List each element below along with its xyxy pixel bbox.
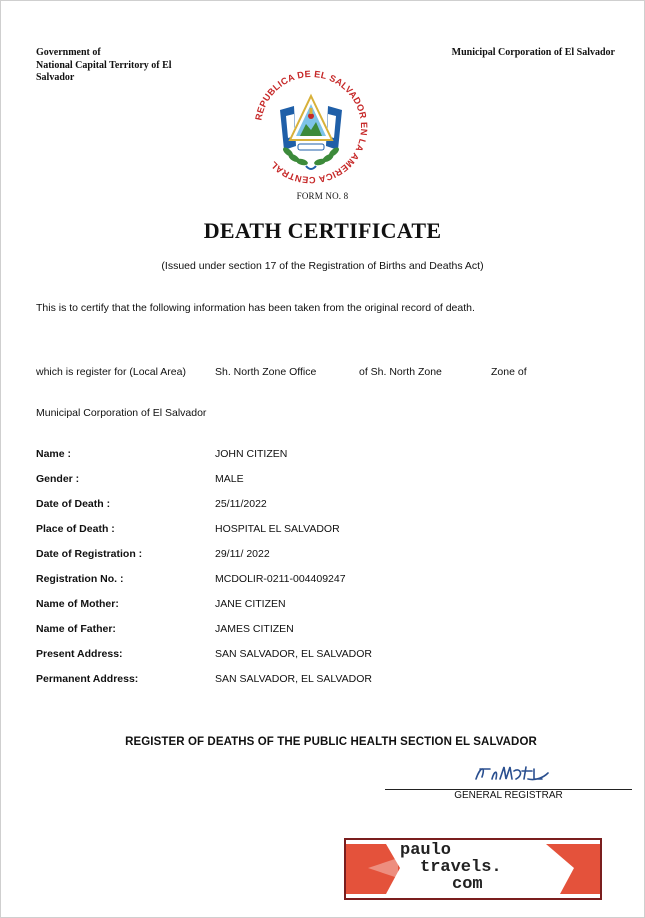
field-label: Present Address: [36,648,123,660]
field-label: Name : [36,448,72,460]
document-title: DEATH CERTIFICATE [203,218,442,243]
field-label: Gender : [36,473,80,485]
triangle-emblem-icon [290,96,332,140]
field-row-date-of-death [36,498,596,523]
field-value: JAMES CITIZEN [215,623,294,635]
field-row-present-address [36,648,596,673]
watermark-line-1: paulo [400,841,452,860]
certification-statement: This is to certify that the following information has been taken from the original record of death. [36,302,475,314]
local-area-prefix: which is register for (Local Area) [36,366,186,378]
issuer-municipal: Municipal Corporation of El Salvador [451,47,615,58]
issuer-line-1: Government of [36,47,101,58]
coat-of-arms-seal [250,66,372,188]
field-label: Permanent Address: [36,673,139,685]
form-number: FORM NO. 8 [296,191,349,201]
registrar-signature [470,761,550,785]
local-area-suffix: Zone of [491,366,527,378]
field-label: Registration No. : [36,573,124,585]
field-value: HOSPITAL EL SALVADOR [215,523,340,535]
document-subtitle: (Issued under section 17 of the Registration of Births and Deaths Act) [161,260,484,272]
watermark-line-2: travels. [420,858,502,877]
record-fields [36,448,596,698]
field-row-name [36,448,596,473]
issuer-line-3: Salvador [36,72,75,83]
field-label: Date of Registration : [36,548,143,560]
field-row-permanent-address [36,673,596,698]
field-value: 29/11/ 2022 [215,548,270,560]
field-row-date-of-registration [36,548,596,573]
field-value: SAN SALVADOR, EL SALVADOR [215,673,372,685]
field-row-place-of-death [36,523,596,548]
field-label: Name of Father: [36,623,116,635]
field-value: MCDOLIR-0211-004409247 [215,573,346,585]
motto-ribbon-icon [298,144,324,150]
field-label: Name of Mother: [36,598,119,610]
watermark-logo [344,838,602,900]
ribbon-bow-icon [306,166,316,169]
issuer-line-2: National Capital Territory of El [36,59,172,71]
register-title: REGISTER OF DEATHS OF THE PUBLIC HEALTH SECTION EL SALVADOR [125,736,537,748]
field-row-father [36,623,596,648]
field-value: MALE [215,473,244,485]
field-row-registration-no [36,573,596,598]
field-label: Place of Death : [36,523,115,535]
watermark-line-3: com [452,875,483,894]
municipal-corporation: Municipal Corporation of El Salvador [36,407,207,419]
field-row-gender [36,473,596,498]
field-label: Date of Death : [36,498,111,510]
field-row-mother [36,598,596,623]
field-value: JANE CITIZEN [215,598,286,610]
local-area-office: Sh. North Zone Office [215,366,317,378]
field-value: SAN SALVADOR, EL SALVADOR [215,648,372,660]
field-value: JOHN CITIZEN [215,448,288,460]
seal-ring-text: REPUBLICA DE EL SALVADOR EN LA AMERICA CENTRAL [253,68,370,186]
registrar-title: GENERAL REGISTRAR [454,790,563,801]
local-area-zone: of Sh. North Zone [359,366,442,378]
issuer-government [36,47,196,85]
field-value: 25/11/2022 [215,498,267,510]
